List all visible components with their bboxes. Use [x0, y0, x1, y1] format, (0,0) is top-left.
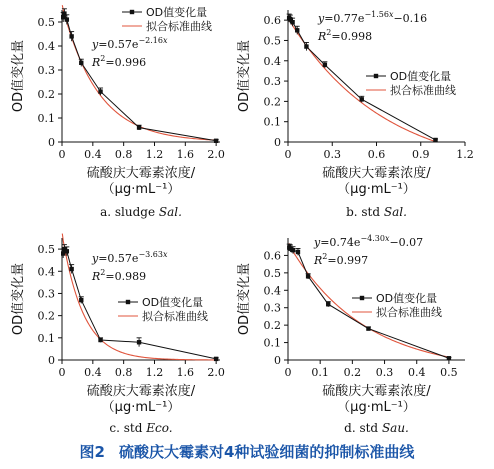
y-tick-label: 0.2 [263, 319, 281, 333]
od-data-point [137, 340, 141, 344]
y-tick-label: 0.6 [263, 249, 281, 263]
od-data-point [366, 326, 370, 330]
subfigure-label: d. std Sau. [344, 421, 409, 435]
fit-equation: $y=0.77e^{-1.56}x-0.16$ [318, 10, 428, 25]
y-tick-label: 0.2 [37, 88, 55, 101]
legend-od-label: OD值变化量 [142, 296, 204, 309]
od-data-point [295, 28, 299, 32]
od-data-point [65, 249, 69, 253]
y-axis-title: OD值变化量 [11, 39, 26, 113]
od-data-point [326, 302, 330, 306]
od-data-point [65, 17, 69, 21]
x-tick-label: 1.2 [145, 366, 164, 379]
y-tick-label: 0.1 [263, 336, 281, 350]
fit-equation: $y=0.57e^{-2.16}x$ [92, 36, 168, 51]
x-tick-label: 0.8 [114, 366, 133, 379]
od-data-point [306, 274, 310, 278]
od-data-point [214, 357, 218, 361]
od-data-point [79, 298, 83, 302]
x-tick-label: 0.8 [114, 148, 133, 161]
y-tick-label: 0.1 [263, 115, 281, 129]
x-axis-title: 硫酸庆大霉素浓度/ [322, 166, 431, 181]
x-axis-title: 硫酸庆大霉素浓度/ [86, 166, 196, 181]
x-axis-title-unit: （μg·mL⁻¹） [101, 400, 181, 415]
fit-equation: $y=0.57e^{-3.63}x$ [92, 250, 168, 265]
y-tick-label: 0.2 [37, 309, 55, 323]
y-tick-label: 0 [48, 136, 55, 149]
legend-od-marker [126, 300, 130, 304]
legend-od-marker [360, 296, 364, 300]
x-tick-label: 0.4 [407, 366, 426, 379]
x-tick-label: 0 [58, 148, 66, 161]
subfigure-label: c. std Eco. [109, 421, 173, 435]
figure-caption [0, 441, 494, 462]
figure-number: 图2 [79, 443, 105, 461]
y-tick-label: 0.1 [37, 112, 55, 125]
y-tick-label: 0.3 [263, 301, 281, 315]
legend-od-marker [374, 74, 378, 78]
od-data-point [214, 139, 218, 143]
panel-b [236, 10, 474, 219]
legend [118, 295, 208, 323]
y-tick-label: 0.4 [263, 284, 281, 298]
x-axis-title-unit: （μg·mL⁻¹） [337, 182, 416, 197]
x-tick-label: 0.4 [84, 366, 102, 379]
legend-od-label: OD值变化量 [390, 70, 452, 83]
panel-c [10, 234, 225, 435]
y-tick-label: 0.1 [37, 331, 55, 345]
od-data-point [323, 63, 327, 67]
fit-r-squared: $R^2=0.989$ [92, 268, 147, 283]
legend-od-label: OD值变化量 [376, 292, 438, 305]
od-data-point [98, 89, 102, 93]
od-data-point [69, 267, 73, 271]
fit-r-squared: $R^2=0.997$ [314, 252, 369, 267]
fit-equation: $y=0.74e^{-4.30}x-0.07$ [314, 234, 424, 249]
x-tick-label: 0.5 [440, 366, 458, 379]
y-tick-label: 0.4 [263, 54, 281, 68]
od-data-point [433, 138, 437, 142]
legend [352, 291, 442, 319]
y-tick-label: 0.3 [263, 75, 281, 89]
od-data-point [360, 97, 364, 101]
legend [366, 69, 456, 97]
od-data-point [296, 250, 300, 254]
subfigure-label: b. std Sal. [346, 205, 407, 219]
x-axis-title: 硫酸庆大霉素浓度/ [86, 384, 196, 399]
y-tick-label: 0.4 [37, 40, 55, 53]
legend-fit-label: 拟合标准曲线 [390, 84, 456, 97]
x-tick-label: 0 [58, 366, 66, 379]
x-axis-title: 硫酸庆大霉素浓度/ [322, 384, 431, 399]
y-tick-label: 0.6 [263, 14, 281, 28]
x-tick-label: 1.2 [145, 148, 164, 161]
od-data-point [447, 356, 451, 360]
x-tick-label: 2.0 [207, 148, 225, 161]
x-tick-label: 1.2 [456, 148, 474, 161]
y-tick-label: 0 [48, 354, 55, 367]
od-data-point [290, 20, 294, 24]
od-data-point [291, 248, 295, 252]
legend-od-label: OD值变化量 [146, 6, 208, 19]
fit-r-squared: $R^2=0.998$ [318, 28, 373, 43]
od-data-point [69, 34, 73, 38]
x-axis-title-unit: （μg·mL⁻¹） [337, 400, 416, 415]
y-tick-label: 0.2 [263, 95, 281, 109]
y-tick-label: 0.4 [37, 265, 55, 279]
y-tick-label: 0.5 [37, 16, 55, 29]
legend-fit-label: 拟合标准曲线 [142, 310, 208, 323]
fit-r-squared: $R^2=0.996$ [92, 54, 147, 69]
y-tick-label: 0.5 [263, 266, 281, 280]
x-tick-label: 1.6 [176, 148, 195, 161]
panel-d [236, 234, 465, 435]
x-tick-label: 0.2 [343, 366, 362, 379]
y-tick-label: 0.3 [37, 64, 55, 77]
y-tick-label: 0.5 [37, 243, 55, 257]
x-tick-label: 0.9 [412, 148, 430, 161]
od-data-point [304, 44, 308, 48]
x-tick-label: 2.0 [207, 366, 225, 379]
subfigure-label: a. sludge Sal. [100, 205, 182, 219]
x-tick-label: 0.6 [367, 148, 386, 161]
x-tick-label: 0.4 [84, 148, 102, 161]
x-tick-label: 0.3 [323, 148, 341, 161]
od-data-point [98, 338, 102, 342]
figure-caption-text: 硫酸庆大霉素对4种试验细菌的抑制标准曲线 [118, 443, 415, 461]
panel-a [10, 5, 225, 219]
legend [122, 5, 212, 33]
legend-fit-label: 拟合标准曲线 [146, 20, 212, 33]
od-data-point [137, 125, 141, 129]
y-tick-label: 0 [274, 136, 281, 149]
od-data-point [79, 61, 83, 65]
y-tick-label: 0.5 [263, 34, 281, 48]
x-tick-label: 1.6 [176, 366, 195, 379]
legend-od-marker [130, 10, 134, 14]
y-tick-label: 0 [274, 354, 281, 367]
y-axis-title: OD值变化量 [237, 262, 252, 336]
legend-fit-label: 拟合标准曲线 [376, 306, 442, 319]
x-tick-label: 0 [284, 148, 292, 161]
y-axis-title: OD值变化量 [11, 262, 26, 336]
x-tick-label: 0 [284, 366, 292, 379]
x-tick-label: 0.1 [311, 366, 329, 379]
y-tick-label: 0.3 [37, 287, 55, 301]
x-axis-title-unit: （μg·mL⁻¹） [101, 182, 181, 197]
y-axis-title: OD值变化量 [237, 39, 252, 113]
x-tick-label: 0.3 [375, 366, 394, 379]
